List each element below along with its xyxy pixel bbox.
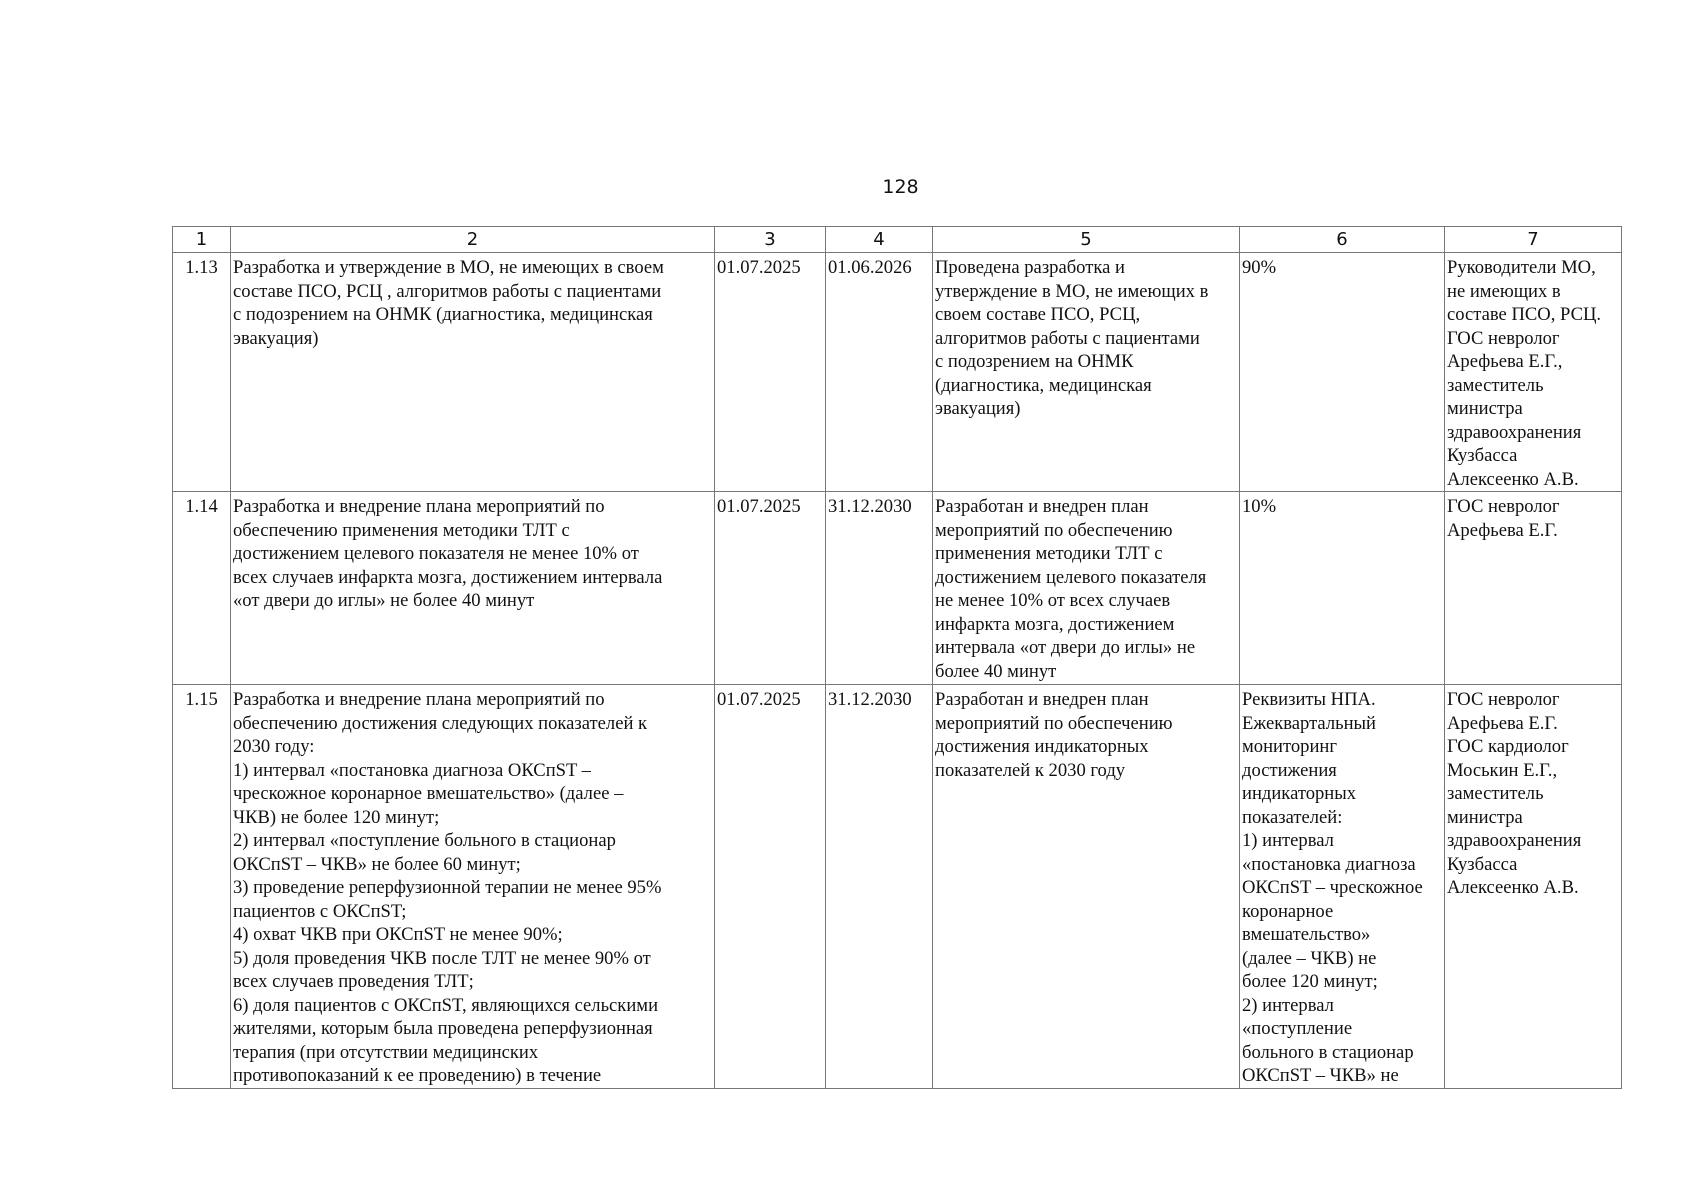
result-cell-line: эвакуация)	[935, 398, 1021, 419]
responsible-cell-line: министра	[1447, 398, 1523, 419]
indicator-cell-line: 90%	[1242, 257, 1277, 278]
indicator-cell-line: ОКСпST – ЧКВ» не	[1242, 1065, 1399, 1086]
indicator-cell-line: Ежеквартальный	[1242, 712, 1377, 734]
activity-cell-line: 6) доля пациентов с ОКСпST, являющихся сельскими	[233, 994, 659, 1016]
result-cell-line: с подозрением на ОНМК	[935, 351, 1134, 372]
responsible-cell-line: Арефьева Е.Г.	[1447, 712, 1558, 734]
indicator-cell-line: показателей:	[1242, 806, 1343, 828]
indicator-cell-line: Реквизиты НПА.	[1242, 689, 1376, 710]
table-row	[173, 685, 1622, 1089]
responsible-cell-line: не имеющих в	[1447, 280, 1561, 302]
activity-cell	[231, 685, 715, 1089]
activity-cell-line: жителями, которым была проведена реперфузионная	[233, 1018, 653, 1039]
activity-cell-line: противопоказаний к ее проведению) в течение	[233, 1065, 602, 1086]
responsible-cell-line: министра	[1447, 806, 1523, 828]
result-cell-line: не менее 10% от всех случаев	[935, 590, 1171, 611]
header-col-7: 7	[1445, 227, 1622, 253]
result-cell-line: утверждение в МО, не имеющих в	[935, 280, 1209, 302]
result-cell-line: (диагностика, медицинская	[935, 374, 1152, 396]
activity-cell-line: составе ПСО, РСЦ , алгоритмов работы с пациентами	[233, 280, 662, 302]
item-number: 1.14	[173, 492, 231, 685]
activity-cell-line: обеспечению применения методики ТЛТ с	[233, 519, 570, 541]
indicator-cell-line: коронарное	[1242, 900, 1334, 922]
end-date: 31.12.2030	[826, 685, 933, 1089]
result-cell-line: своем составе ПСО, РСЦ,	[935, 304, 1141, 325]
activity-cell-line: всех случаев проведения ТЛТ;	[233, 971, 474, 992]
activity-cell-line: 2030 году:	[233, 736, 315, 757]
header-col-1: 1	[173, 227, 231, 253]
indicator-cell-line: ОКСпST – чрескожное	[1242, 877, 1423, 898]
activity-cell-line: пациентов с ОКСпST;	[233, 900, 407, 922]
page-number: 128	[882, 176, 919, 198]
responsible-cell-line: ГОС невролог	[1447, 689, 1560, 710]
activity-cell-line: Разработка и утверждение в МО, не имеющих в своем	[233, 257, 664, 278]
header-col-6: 6	[1240, 227, 1445, 253]
item-number: 1.13	[173, 253, 231, 492]
responsible-cell-line: заместитель	[1447, 783, 1544, 804]
activity-cell	[231, 253, 715, 492]
indicator-cell-line: достижения	[1242, 759, 1337, 781]
result-cell-line: интервала «от двери до иглы» не	[935, 637, 1196, 658]
start-date: 01.07.2025	[715, 492, 826, 685]
activity-cell-line: терапия (при отсутствии медицинских	[233, 1041, 539, 1063]
activity-cell-line: с подозрением на ОНМК (диагностика, медицинская	[233, 304, 653, 325]
result-cell-line: инфаркта мозга, достижением	[935, 613, 1175, 635]
responsible-cell-line: составе ПСО, РСЦ.	[1447, 304, 1602, 325]
activity-cell-line: достижением целевого показателя не менее 10% от	[233, 543, 639, 564]
indicator-cell-line: 1) интервал	[1242, 830, 1334, 851]
result-cell-line: Разработан и внедрен план	[935, 689, 1149, 710]
result-cell-line: Разработан и внедрен план	[935, 496, 1149, 517]
responsible-cell	[1445, 253, 1622, 492]
result-cell	[933, 685, 1240, 1089]
responsible-cell-line: Арефьева Е.Г.	[1447, 519, 1558, 541]
activity-cell-line: эвакуация)	[233, 327, 319, 349]
end-date: 01.06.2026	[826, 253, 933, 492]
indicator-cell-line: вмешательство»	[1242, 924, 1371, 945]
item-number: 1.15	[173, 685, 231, 1089]
activity-cell	[231, 492, 715, 685]
responsible-cell-line: Арефьева Е.Г.,	[1447, 351, 1563, 372]
header-row	[173, 227, 1622, 253]
activity-cell-line: чрескожное коронарное вмешательство» (далее –	[233, 783, 624, 804]
indicator-cell-line: индикаторных	[1242, 783, 1357, 804]
responsible-cell-line: здравоохранения	[1447, 421, 1582, 443]
activity-cell-line: Разработка и внедрение плана мероприятий по	[233, 496, 605, 517]
header-col-5: 5	[933, 227, 1240, 253]
responsible-cell-line: Кузбасса	[1447, 853, 1518, 875]
indicator-cell	[1240, 253, 1445, 492]
result-cell-line: алгоритмов работы с пациентами	[935, 327, 1200, 349]
responsible-cell-line: ГОС невролог	[1447, 327, 1560, 349]
activity-cell-line: 4) охват ЧКВ при ОКСпST не менее 90%;	[233, 924, 563, 945]
responsible-cell-line: Алексеенко А.В.	[1447, 468, 1579, 490]
indicator-cell-line: мониторинг	[1242, 736, 1337, 757]
start-date: 01.07.2025	[715, 253, 826, 492]
indicator-cell	[1240, 492, 1445, 685]
activity-cell-line: 3) проведение реперфузионной терапии не менее 95%	[233, 877, 662, 898]
result-cell-line: мероприятий по обеспечению	[935, 519, 1173, 541]
result-cell-line: мероприятий по обеспечению	[935, 712, 1173, 734]
indicator-cell-line: «постановка диагноза	[1242, 853, 1416, 875]
responsible-cell	[1445, 685, 1622, 1089]
indicator-cell-line: «поступление	[1242, 1018, 1353, 1039]
activity-cell-line: «от двери до иглы» не более 40 минут	[233, 590, 535, 611]
activity-cell-line: 1) интервал «постановка диагноза ОКСпST –	[233, 759, 591, 781]
table-row	[173, 253, 1622, 492]
result-cell-line: более 40 минут	[935, 660, 1057, 682]
table-row	[173, 492, 1622, 685]
result-cell-line: Проведена разработка и	[935, 257, 1125, 278]
responsible-cell-line: Моськин Е.Г.,	[1447, 759, 1558, 781]
responsible-cell-line: заместитель	[1447, 374, 1544, 396]
indicator-cell-line: 10%	[1242, 496, 1277, 517]
responsible-cell-line: ГОС невролог	[1447, 496, 1560, 517]
result-cell-line: показателей к 2030 году	[935, 759, 1126, 781]
responsible-cell-line: Кузбасса	[1447, 445, 1518, 466]
result-cell-line: достижения индикаторных	[935, 736, 1149, 757]
responsible-cell-line: здравоохранения	[1447, 830, 1582, 851]
responsible-cell-line: ГОС кардиолог	[1447, 736, 1569, 757]
result-cell-line: применения методики ТЛТ с	[935, 543, 1163, 564]
start-date: 01.07.2025	[715, 685, 826, 1089]
header-col-2: 2	[231, 227, 715, 253]
result-cell	[933, 492, 1240, 685]
result-cell-line: достижением целевого показателя	[935, 566, 1207, 588]
activity-cell-line: обеспечению достижения следующих показателей к	[233, 712, 648, 734]
indicator-cell-line: больного в стационар	[1242, 1041, 1414, 1063]
responsible-cell-line: Руководители МО,	[1447, 257, 1596, 278]
end-date: 31.12.2030	[826, 492, 933, 685]
indicator-cell	[1240, 685, 1445, 1089]
activity-cell-line: ЧКВ) не более 120 минут;	[233, 806, 440, 828]
header-col-3: 3	[715, 227, 826, 253]
indicator-cell-line: 2) интервал	[1242, 994, 1334, 1016]
header-col-4: 4	[826, 227, 933, 253]
indicator-cell-line: (далее – ЧКВ) не	[1242, 947, 1377, 969]
indicator-cell-line: более 120 минут;	[1242, 971, 1378, 992]
activity-cell-line: всех случаев инфаркта мозга, достижением интервала	[233, 566, 663, 588]
result-cell	[933, 253, 1240, 492]
responsible-cell-line: Алексеенко А.В.	[1447, 877, 1579, 898]
activity-cell-line: Разработка и внедрение плана мероприятий по	[233, 689, 605, 710]
activity-cell-line: 5) доля проведения ЧКВ после ТЛТ не менее 90% от	[233, 947, 651, 969]
responsible-cell	[1445, 492, 1622, 685]
activity-cell-line: ОКСпST – ЧКВ» не более 60 минут;	[233, 853, 521, 875]
activity-cell-line: 2) интервал «поступление больного в стационар	[233, 830, 616, 851]
plan-table	[172, 226, 1622, 1089]
